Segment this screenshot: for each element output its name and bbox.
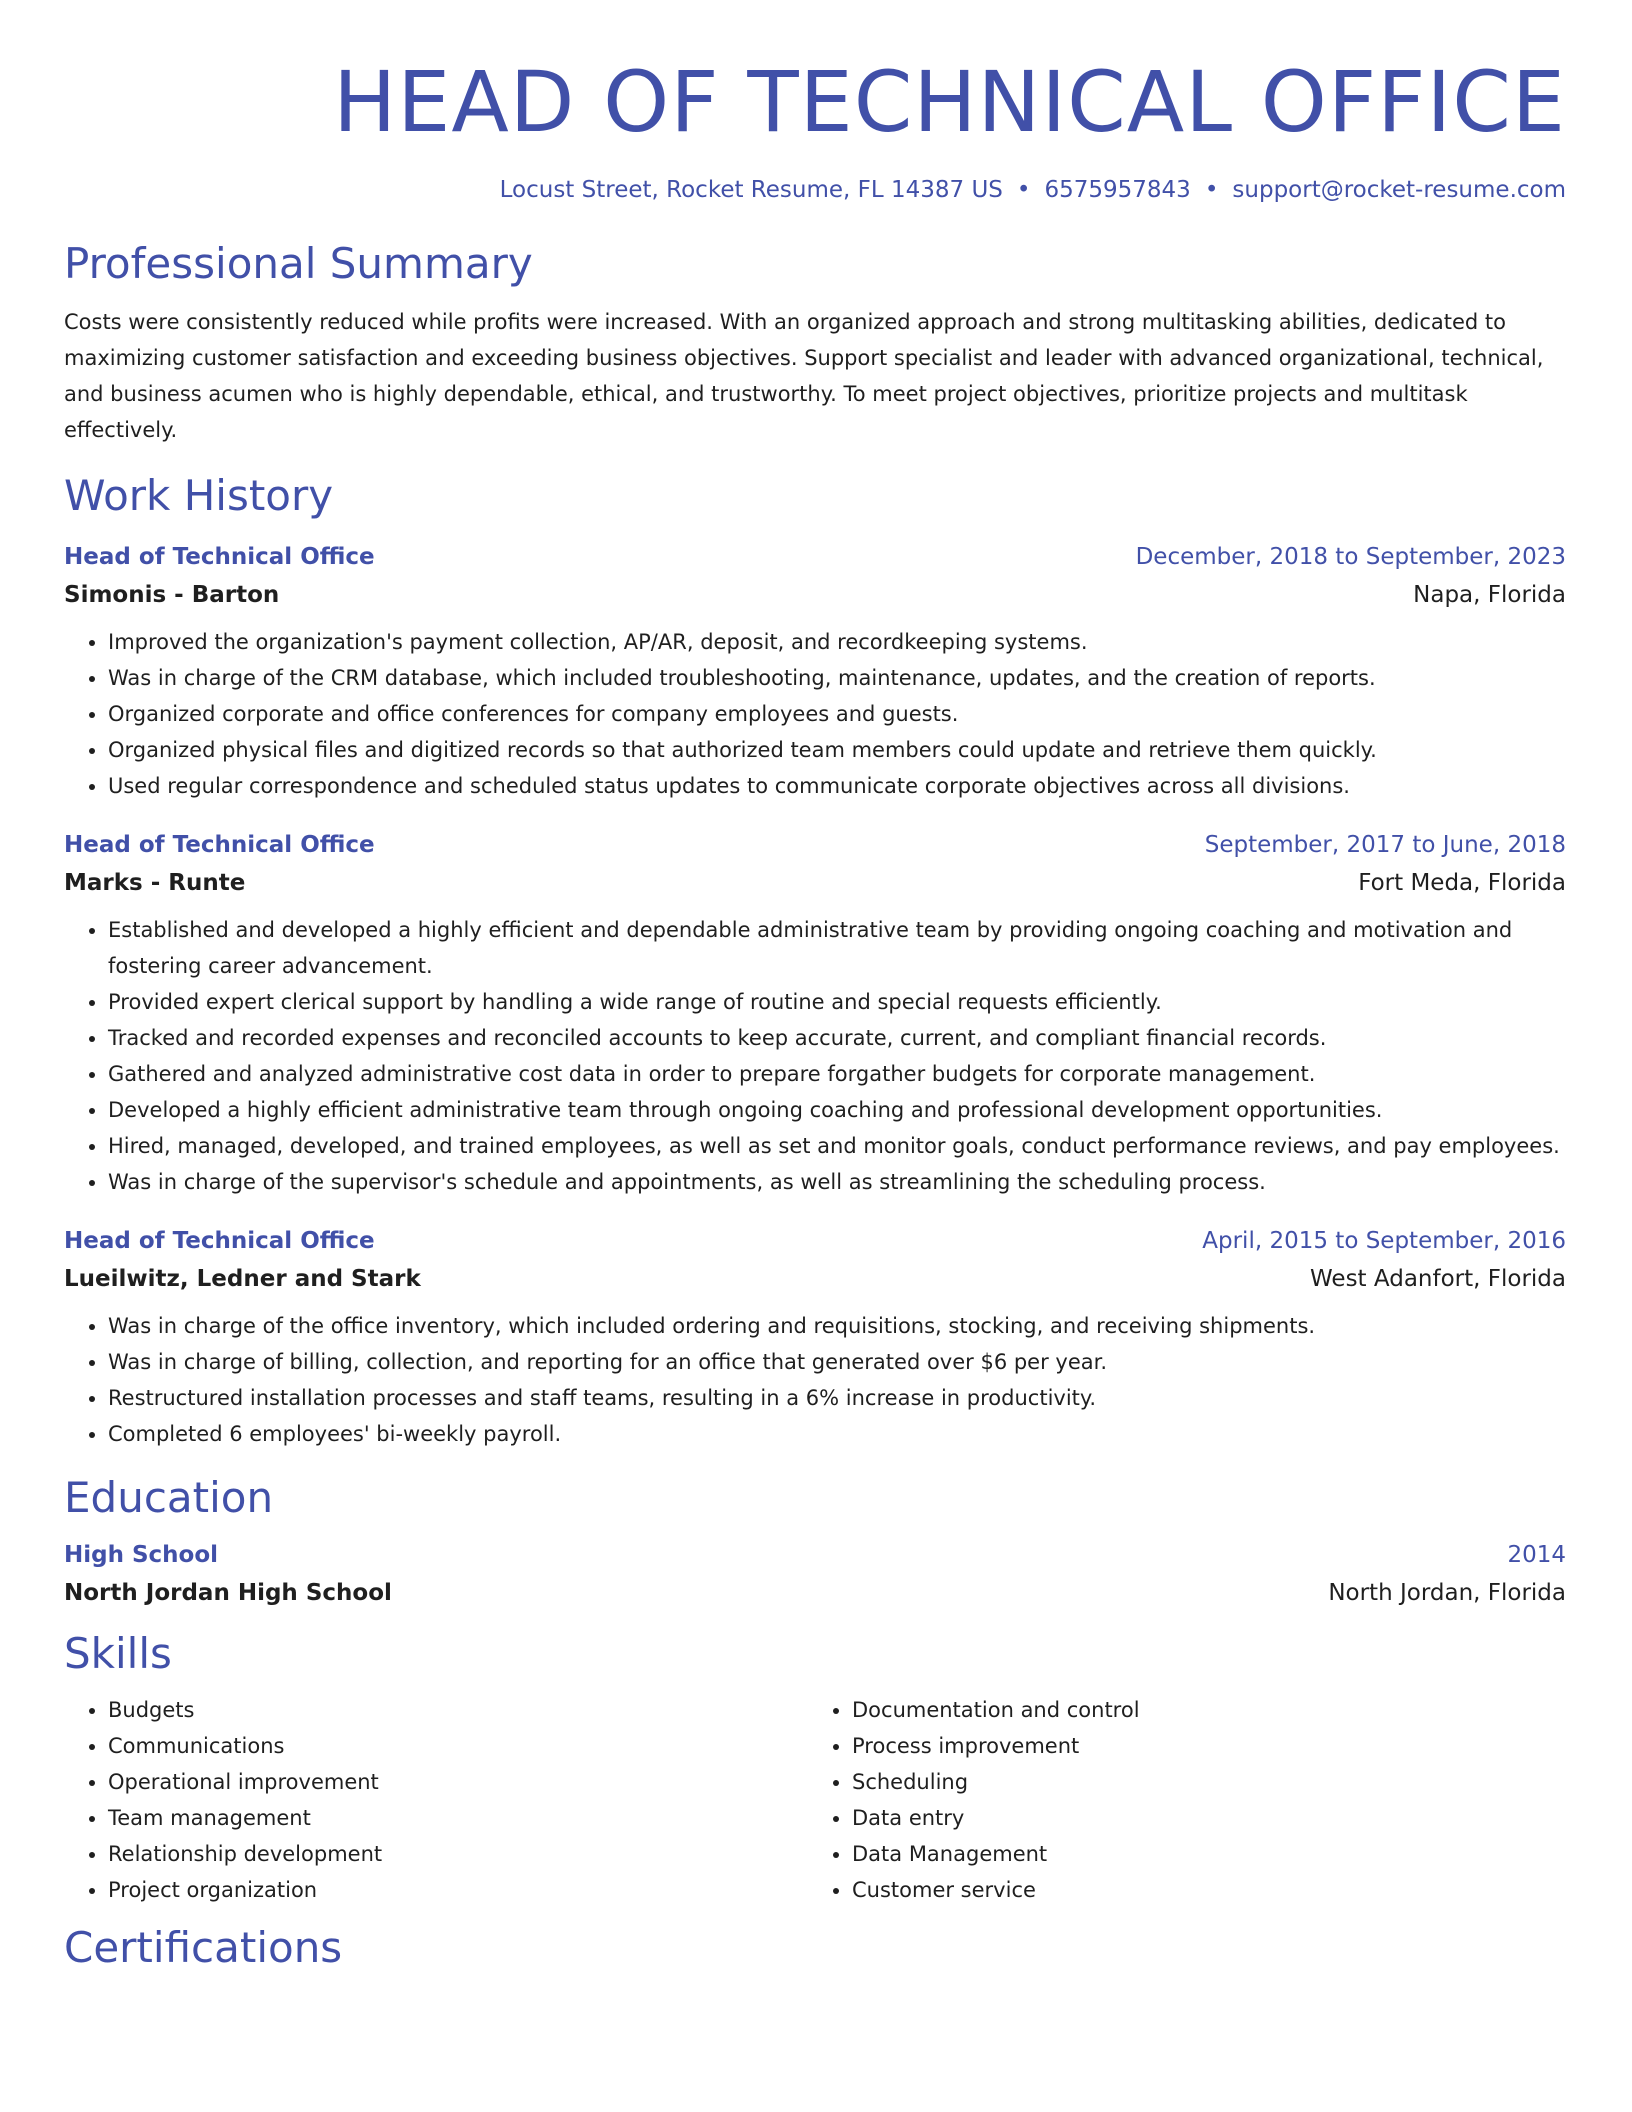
job-company-row	[64, 576, 1566, 614]
job-bullet: • Was in charge of the supervisor's schedule and appointments, as well as streamlining the scheduling process.	[108, 1164, 1566, 1200]
skill-item: • Customer service	[852, 1872, 1552, 1908]
skill-item: • Relationship development	[108, 1836, 808, 1872]
job-bullet: • Used regular correspondence and scheduled status updates to communicate corporate objectives across all divisions.	[108, 768, 1566, 804]
resume-page	[64, 0, 1566, 1976]
contact-line	[64, 174, 1566, 206]
skills-column-right	[808, 1692, 1552, 1908]
education-year: 2014	[1507, 1542, 1566, 1568]
contact-separator: •	[1204, 177, 1219, 203]
job-title-row	[64, 826, 1566, 864]
contact-address: Locust Street, Rocket Resume, FL 14387 US	[499, 177, 1003, 203]
job-title: Head of Technical Office	[64, 1228, 375, 1254]
education-degree-row	[64, 1536, 1566, 1574]
job-bullet: • Tracked and recorded expenses and reconciled accounts to keep accurate, current, and compliant financial records.	[108, 1020, 1566, 1056]
skill-item: • Team management	[108, 1800, 808, 1836]
skill-item: • Documentation and control	[852, 1692, 1552, 1728]
job-dates: September, 2017 to June, 2018	[1204, 832, 1566, 858]
education-school: North Jordan High School	[64, 1580, 392, 1606]
job-location: Napa, Florida	[1413, 582, 1566, 608]
job-entry	[64, 826, 1566, 1200]
skill-item: • Project organization	[108, 1872, 808, 1908]
work-history-heading: Work History	[64, 471, 334, 520]
job-bullet: • Organized physical files and digitized records so that authorized team members could update and retrieve them quickly.	[108, 732, 1566, 768]
job-bullets	[64, 1308, 1566, 1452]
job-dates: December, 2018 to September, 2023	[1135, 544, 1566, 570]
skills-heading: Skills	[64, 1629, 172, 1678]
job-entry	[64, 538, 1566, 804]
job-bullets	[64, 624, 1566, 804]
job-entry	[64, 1222, 1566, 1452]
job-bullet: • Was in charge of the CRM database, which included troubleshooting, maintenance, updates, and the creation of reports.	[108, 660, 1566, 696]
job-bullet: • Completed 6 employees' bi-weekly payroll.	[108, 1416, 1566, 1452]
job-bullet: • Gathered and analyzed administrative cost data in order to prepare forgather budgets for corporate management.	[108, 1056, 1566, 1092]
education-degree: High School	[64, 1542, 219, 1568]
job-bullet: • Developed a highly efficient administrative team through ongoing coaching and professional development opportunities.	[108, 1092, 1566, 1128]
education-school-row	[64, 1574, 1566, 1612]
resume-title: HEAD OF TECHNICAL OFFICE	[333, 53, 1566, 151]
skill-item: • Scheduling	[852, 1764, 1552, 1800]
job-title-row	[64, 538, 1566, 576]
education-location: North Jordan, Florida	[1328, 1580, 1566, 1606]
summary-heading: Professional Summary	[64, 239, 533, 288]
skills-list	[64, 1692, 1566, 1908]
job-location: Fort Meda, Florida	[1358, 870, 1566, 896]
education-heading: Education	[64, 1473, 274, 1522]
skills-column-left	[64, 1692, 808, 1908]
job-bullets	[64, 912, 1566, 1200]
skill-item: • Operational improvement	[108, 1764, 808, 1800]
job-location: West Adanfort, Florida	[1310, 1266, 1566, 1292]
job-bullet: • Established and developed a highly efficient and dependable administrative team by providing ongoing coaching and motivation and fostering career advancement.	[108, 912, 1566, 984]
skill-item: • Data entry	[852, 1800, 1552, 1836]
job-bullet: • Hired, managed, developed, and trained employees, as well as set and monitor goals, conduct performance reviews, and pay employees.	[108, 1128, 1566, 1164]
job-company: Lueilwitz, Ledner and Stark	[64, 1266, 421, 1292]
job-company-row	[64, 864, 1566, 902]
job-bullet: • Restructured installation processes and staff teams, resulting in a 6% increase in productivity.	[108, 1380, 1566, 1416]
job-dates: April, 2015 to September, 2016	[1202, 1228, 1566, 1254]
skill-item: • Communications	[108, 1728, 808, 1764]
job-title: Head of Technical Office	[64, 544, 375, 570]
job-bullet: • Was in charge of billing, collection, and reporting for an office that generated over $6 per year.	[108, 1344, 1566, 1380]
skill-item: • Data Management	[852, 1836, 1552, 1872]
job-title-row	[64, 1222, 1566, 1260]
job-bullet: • Provided expert clerical support by handling a wide range of routine and special requests efficiently.	[108, 984, 1566, 1020]
job-bullet: • Was in charge of the office inventory, which included ordering and requisitions, stocking, and receiving shipments.	[108, 1308, 1566, 1344]
job-company: Marks - Runte	[64, 870, 246, 896]
job-company-row	[64, 1260, 1566, 1298]
contact-phone: 6575957843	[1044, 177, 1191, 203]
contact-separator: •	[1016, 177, 1031, 203]
skill-item: • Budgets	[108, 1692, 808, 1728]
skill-item: • Process improvement	[852, 1728, 1552, 1764]
job-bullet: • Improved the organization's payment collection, AP/AR, deposit, and recordkeeping systems.	[108, 624, 1566, 660]
certifications-heading: Certifications	[64, 1923, 343, 1972]
contact-email: support@rocket-resume.com	[1232, 177, 1566, 203]
summary-text: Costs were consistently reduced while profits were increased. With an organized approach and strong multitasking abilities, dedicated to maximizing customer satisfaction and exceeding business objectives. Support specialist and leader with advanced organizational, technical, and business acumen who is highly dependable, ethical, and trustworthy. To meet project objectives, prioritize projects and multitask effectively.	[64, 310, 1544, 442]
job-company: Simonis - Barton	[64, 582, 280, 608]
education-entry	[64, 1536, 1566, 1612]
job-title: Head of Technical Office	[64, 832, 375, 858]
job-bullet: • Organized corporate and office conferences for company employees and guests.	[108, 696, 1566, 732]
